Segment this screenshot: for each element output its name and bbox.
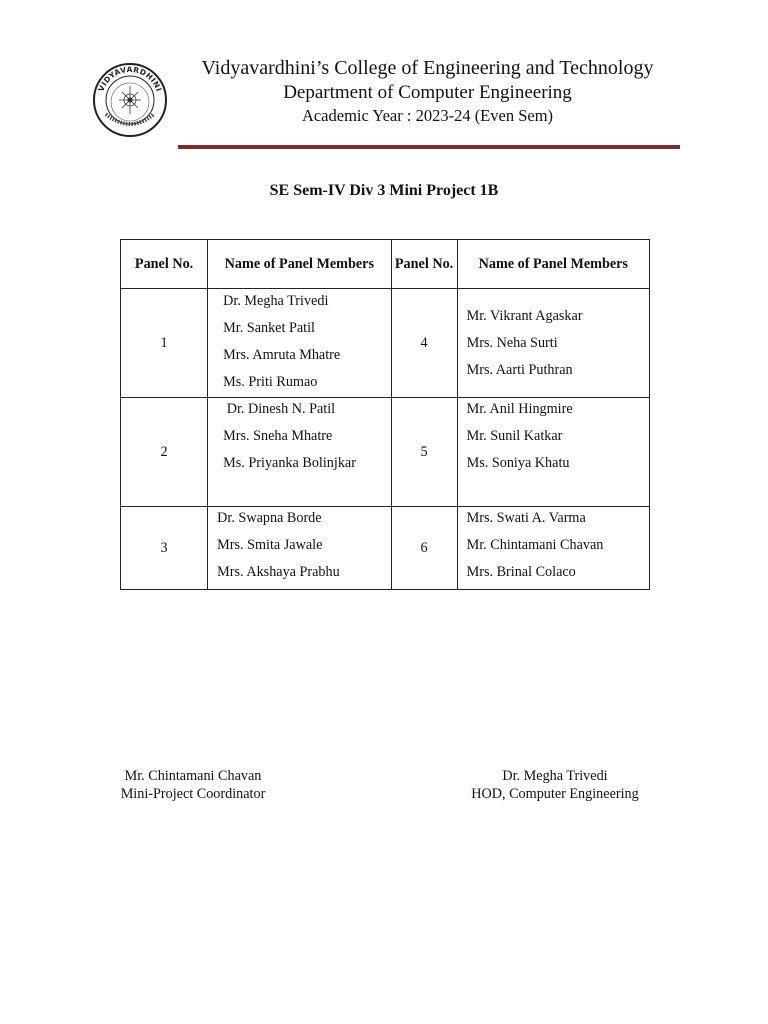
table-row <box>121 398 650 507</box>
column-header-panel-no: Panel No. <box>391 240 457 289</box>
panel-number: 2 <box>121 398 208 507</box>
panel-members <box>457 398 649 507</box>
table-row <box>121 289 650 398</box>
college-name: Vidyavardhini’s College of Engineering and Technology <box>201 57 654 79</box>
panel-member: Mrs. Akshaya Prabhu <box>217 564 340 580</box>
header-divider <box>178 145 680 149</box>
college-logo-seal <box>92 62 168 138</box>
coordinator-role: Mini-Project Coordinator <box>120 786 266 802</box>
svg-text:VIDYAVARDHINI: VIDYAVARDHINI <box>96 64 164 93</box>
panel-number: 4 <box>391 289 457 398</box>
table-row <box>121 507 650 590</box>
panel-member: Dr. Swapna Borde <box>217 510 322 526</box>
panel-member: Mrs. Smita Jawale <box>217 537 323 553</box>
panel-member: Mrs. Aarti Puthran <box>466 361 573 378</box>
panel-members <box>208 398 391 507</box>
panel-member: Dr. Dinesh N. Patil <box>223 401 336 417</box>
panel-member: Mr. Vikrant Agaskar <box>466 307 583 324</box>
panel-member: Ms. Soniya Khatu <box>466 455 570 471</box>
panel-member: Ms. Priyanka Bolinjkar <box>223 455 356 471</box>
panel-member: Mrs. Neha Surti <box>466 334 558 351</box>
panel-members <box>457 289 649 398</box>
hod-role: HOD, Computer Engineering <box>471 786 639 802</box>
panel-members <box>208 507 391 590</box>
table-header-row <box>121 240 650 289</box>
panel-member: Mrs. Brinal Colaco <box>466 564 576 580</box>
column-header-panel-members: Name of Panel Members <box>208 240 391 289</box>
panel-members <box>457 507 649 590</box>
panel-number: 1 <box>121 289 208 398</box>
academic-year: Academic Year : 2023-24 (Even Sem) <box>301 106 554 125</box>
panel-member: Mrs. Amruta Mhatre <box>223 347 341 363</box>
panel-members <box>208 289 391 398</box>
panel-member: Mrs. Swati A. Varma <box>466 510 586 526</box>
panel-member: Mr. Sunil Katkar <box>466 428 563 444</box>
department-name: Department of Computer Engineering <box>283 82 572 103</box>
panel-member: Ms. Priti Rumao <box>223 374 318 390</box>
column-header-panel-members: Name of Panel Members <box>457 240 649 289</box>
hod-name: Dr. Megha Trivedi <box>502 768 608 784</box>
column-header-panel-no: Panel No. <box>121 240 208 289</box>
document-title: SE Sem-IV Div 3 Mini Project 1B <box>269 182 499 199</box>
coordinator-name: Mr. Chintamani Chavan <box>124 768 262 784</box>
coordinator-signature-block <box>108 767 278 803</box>
panel-member: Mr. Anil Hingmire <box>466 401 573 417</box>
panel-number: 6 <box>391 507 457 590</box>
panel-table <box>120 239 650 590</box>
hod-signature-block <box>455 767 655 803</box>
panel-member: Mr. Chintamani Chavan <box>466 537 604 553</box>
panel-number: 3 <box>121 507 208 590</box>
panel-member: Dr. Megha Trivedi <box>223 293 329 309</box>
panel-number: 5 <box>391 398 457 507</box>
panel-member: Mr. Sanket Patil <box>223 320 315 336</box>
panel-member: Mrs. Sneha Mhatre <box>223 428 333 444</box>
header <box>180 56 675 127</box>
